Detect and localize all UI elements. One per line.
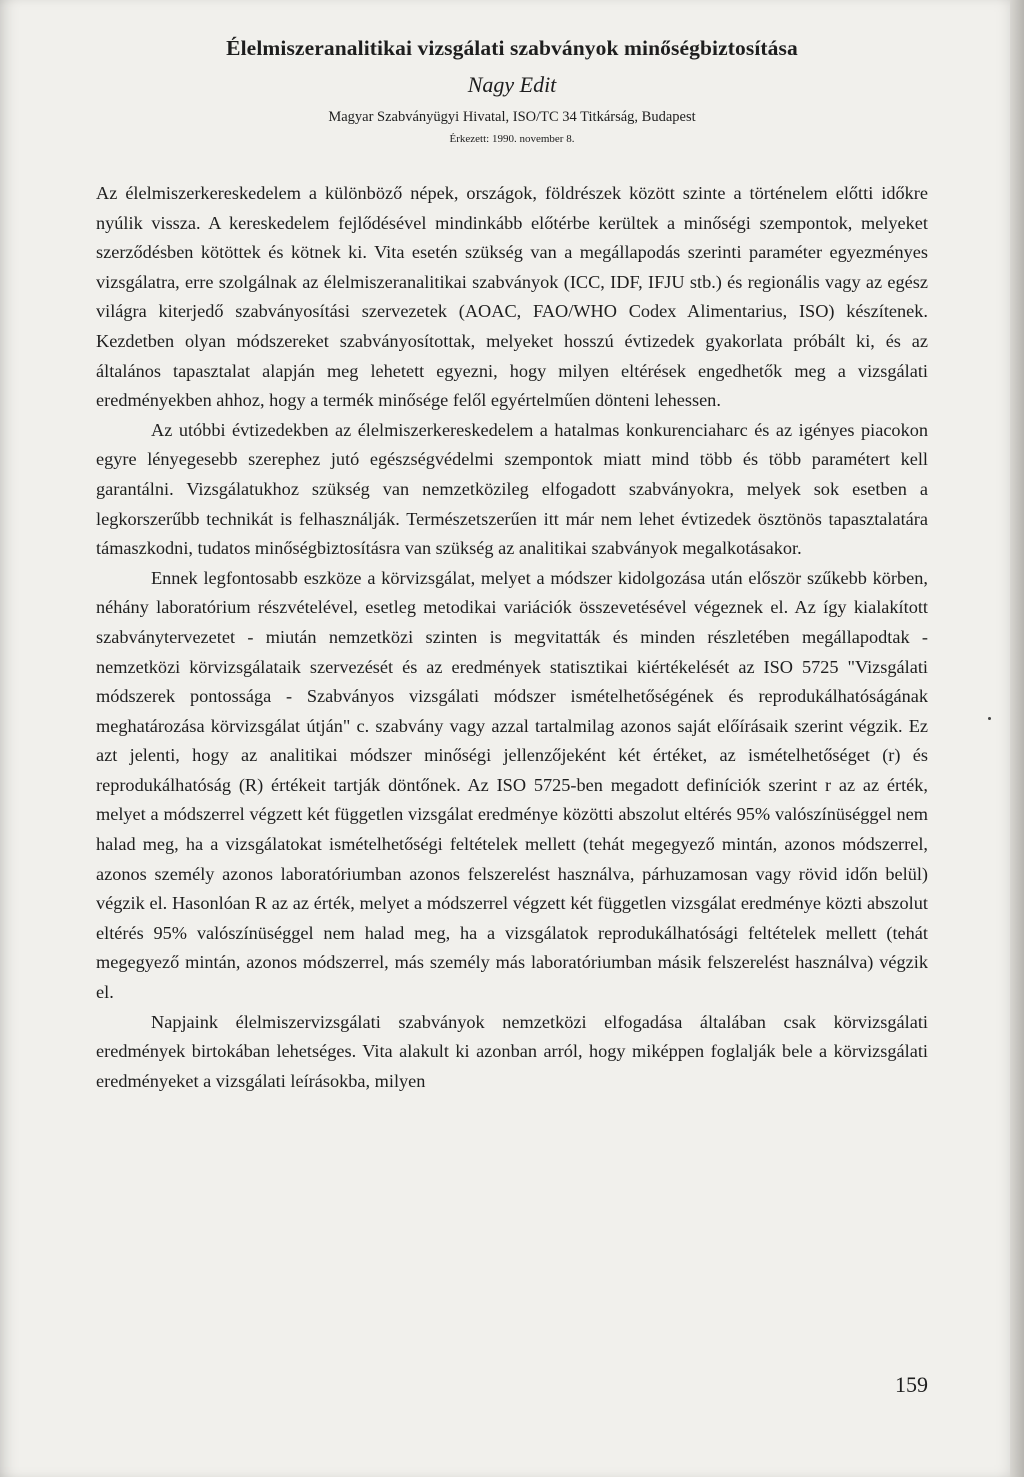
article-body xyxy=(96,179,928,1096)
page-edge-shadow xyxy=(1010,0,1024,1477)
article-title: Élelmiszeranalitikai vizsgálati szabványok minőségbiztosítása xyxy=(226,36,798,60)
body-paragraph-4: Napjaink élelmiszervizsgálati szabványok nemzetközi elfogadása általában csak körvizsgálati eredmények birtokában lehetséges. Vita alakult ki azonban arról, hogy miképpen foglalják bele a körvizsgálati eredményeket a vizsgálati leírásokba, milyen xyxy=(96,1011,928,1091)
page-number: 159 xyxy=(895,1372,928,1397)
body-paragraph-2: Az utóbbi évtizedekben az élelmiszerkereskedelem a hatalmas konkurenciaharc és az igényes piacokon egyre lényegesebb szerephez jutó egészségvédelmi szempontok miatt mind több és több paramétert kell garantálni. Vizsgálatukhoz szükség van nemzetközileg elfogadott szabványokra, melyek sok esetben a legkorszerűbb technikát is felhasználják. Természetszerűen itt már nem lehet évtizedek ösztönös tapasztalatára támaszkodni, tudatos minőségbiztosításra van szükség az analitikai szabványok megalkotásakor. xyxy=(96,419,928,559)
body-paragraph-1: Az élelmiszerkereskedelem a különböző népek, országok, földrészek között szinte a történelem előtti időkre nyúlik vissza. A kereskedelem fejlődésével mindinkább előtérbe kerültek a minőségi szempontok, melyeket szerződésben kötöttek és kötnek ki. Vita esetén szükség van a megállapodás szerinti paraméter egyezményes vizsgálatra, erre szolgálnak az élelmiszeranalitikai szabványok (ICC, IDF, IFJU stb.) és regionális vagy az egész világra kiterjedő szabványosítási szervezetek (AOAC, FAO/WHO Codex Alimentarius, ISO) készítenek. Kezdetben olyan módszereket szabványosítottak, melyeket hosszú évtizedek gyakorlata próbált ki, és az általános tapasztalat alapján meg lehetett egyezni, hogy milyen eltérések engedhetők meg a vizsgálati eredményekben ahhoz, hogy a termék minősége felől egyértelműen dönteni lehessen. xyxy=(96,183,928,411)
author-affiliation: Magyar Szabványügyi Hivatal, ISO/TC 34 Titkárság, Budapest xyxy=(328,109,696,125)
article-author: Nagy Edit xyxy=(467,72,557,97)
received-date: Érkezett: 1990. november 8. xyxy=(449,133,575,145)
body-paragraph-3: Ennek legfontosabb eszköze a körvizsgálat, melyet a módszer kidolgozása után először szűkebb körben, néhány laboratórium részvételével, esetleg metodikai variációk összevetésével végeznek el. Az így kialakított szabványtervezetet - miután nemzetközi szinten is megvitatták és minden részletében megállapodtak - nemzetközi körvizsgálataik szervezését és az eredmények statisztikai kiértékelését az ISO 5725 "Vizsgálati módszerek pontossága - Szabványos vizsgálati módszer ismételhetőségének és reprodukálhatóságának meghatározása körvizsgálat útján" c. szabvány vagy azzal tartalmilag azonos saját előírásaik szerint végzik. Ez azt jelenti, hogy az analitikai módszer minőségi jellenzőjeként két értéket, az ismételhetőséget (r) és reprodukálhatóság (R) értékeit tartják döntőnek. Az ISO 5725-ben megadott definíciók szerint r az az érték, melyet a módszerrel végzett két független vizsgálat eredménye közötti abszolut eltérés 95% valószínüséggel nem halad meg, ha a vizsgálatokat ismételhetőségi feltételek mellett (tehát megegyező mintán, azonos módszerrel, azonos személy azonos laboratóriumban azonos felszerelést használva, párhuzamosan vagy rövid időn belül) végzik el. Hasonlóan R az az érték, melyet a módszerrel végzett két független vizsgálat eredménye közti abszolut eltérés 95% valószínüséggel nem halad meg, ha a vizsgálatok reprodukálhatósági feltételek mellett (tehát megegyező mintán, azonos módszerrel, más személy más laboratóriumban másik felszerelést használva) végzik el. xyxy=(96,567,928,1003)
scan-speck xyxy=(988,717,991,720)
